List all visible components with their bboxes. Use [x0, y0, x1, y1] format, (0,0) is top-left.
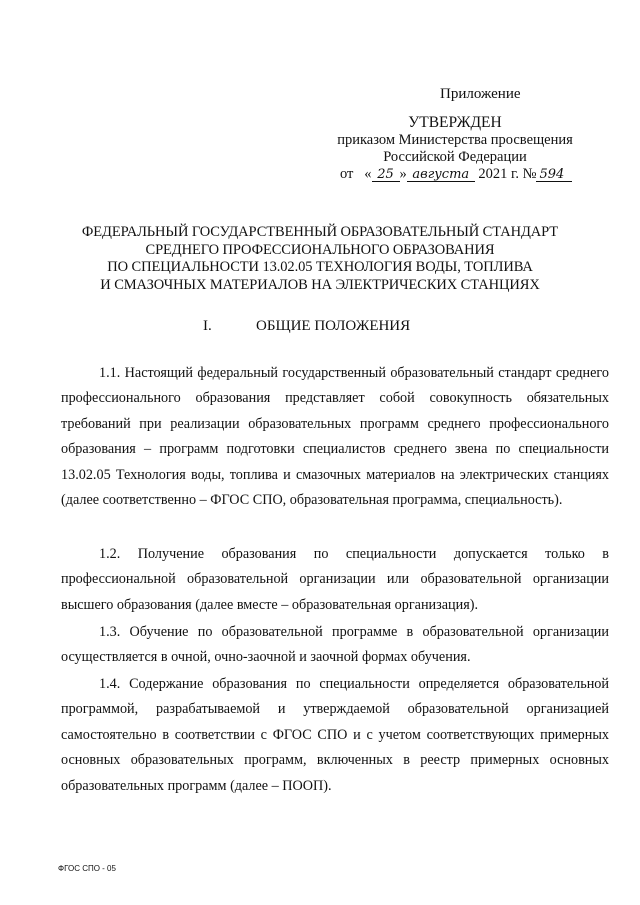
paragraph-1-1 — [61, 361, 609, 513]
section-number: I. — [203, 318, 212, 334]
paragraph-1-3 — [61, 620, 609, 671]
title-line-3: ПО СПЕЦИАЛЬНОСТИ 13.02.05 ТЕХНОЛОГИЯ ВОДЫ, ТОПЛИВА — [107, 259, 533, 275]
order-line-2: Российской Федерации — [383, 149, 527, 165]
title-line-4: И СМАЗОЧНЫХ МАТЕРИАЛОВ НА ЭЛЕКТРИЧЕСКИХ СТАНЦИЯХ — [100, 276, 540, 293]
order-line-1: приказом Министерства просвещения — [337, 132, 573, 148]
order-date-line: от « 25 » августа 2021 г. № 594 — [340, 166, 572, 183]
paragraph-text: 1.2. Получение образования по специальности допускается только в профессиональной образовательной организации или образовательной организации высшего образования (далее вместе – образовательная организация). — [61, 546, 609, 613]
document-title — [40, 224, 600, 294]
approved-label: УТВЕРЖДЕН — [408, 114, 502, 131]
date-prefix: от — [340, 166, 354, 182]
order-year: 2021 г. № — [478, 166, 537, 182]
paragraph-text: 1.3. Обучение по образовательной программе в образовательной организации осуществляется в очной, очно-заочной и заочной формах обучения. — [61, 624, 609, 666]
paragraph-text: 1.4. Содержание образования по специальности определяется образовательной программой, разрабатываемой и утверждаемой образовательной организацией самостоятельно в соответствии с ФГОС СПО и с учетом соответствующих примерных основных образовательных программ, включенных в реестр примерных основных образовательных программ (далее – ПООП). — [61, 676, 609, 794]
paragraph-1-2 — [61, 542, 609, 618]
appendix-label: Приложение — [440, 86, 521, 102]
title-line-1: ФЕДЕРАЛЬНЫЙ ГОСУДАРСТВЕННЫЙ ОБРАЗОВАТЕЛЬНЫЙ СТАНДАРТ — [81, 224, 559, 240]
handwritten-day: 25 — [372, 168, 400, 182]
footer-code: ФГОС СПО - 05 — [58, 864, 116, 873]
handwritten-order-number: 594 — [536, 168, 572, 182]
title-line-2: СРЕДНЕГО ПРОФЕССИОНАЛЬНОГО ОБРАЗОВАНИЯ — [145, 241, 495, 258]
handwritten-month: августа — [407, 168, 475, 182]
section-title: ОБЩИЕ ПОЛОЖЕНИЯ — [256, 318, 411, 334]
paragraph-1-4 — [61, 672, 609, 799]
paragraph-text: 1.1. Настоящий федеральный государственный образовательный стандарт среднего профессионального образования представляет собой совокупность обязательных требований при реализации образовательных программ среднего профессионального образования – программ подготовки специалистов среднего звена по специальности 13.02.05 Технология воды, топлива и смазочных материалов на электрических станциях (далее соответственно – ФГОС СПО, образовательная программа, специальность). — [61, 365, 609, 509]
